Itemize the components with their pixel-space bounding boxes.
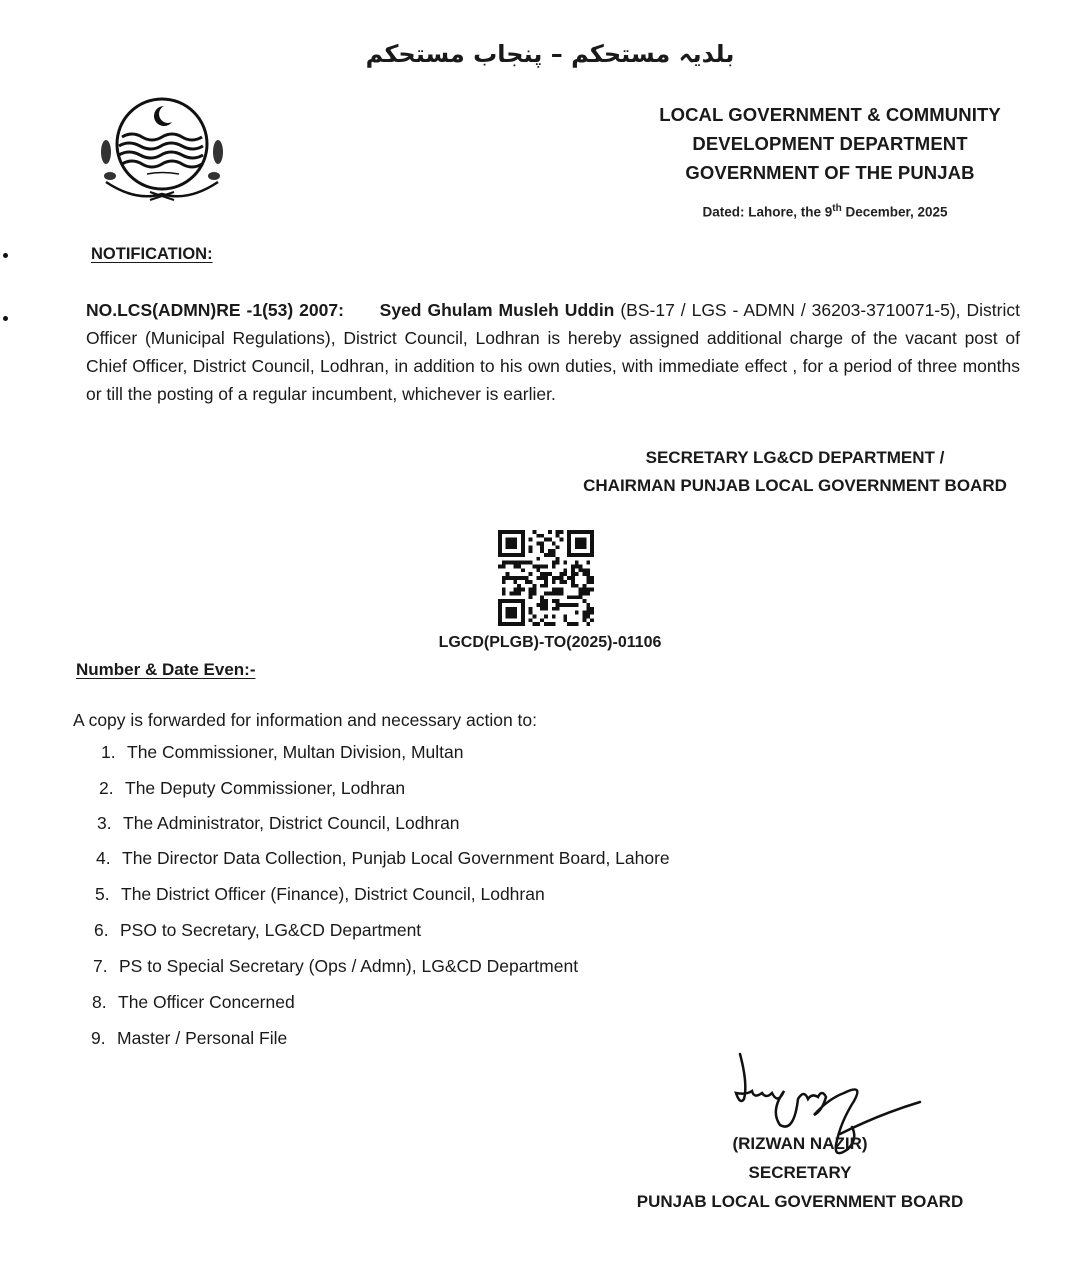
list-item	[99, 778, 405, 799]
list-item	[91, 1028, 287, 1049]
list-number: 8.	[92, 992, 107, 1012]
list-item	[96, 848, 670, 869]
list-text: The District Officer (Finance), District Council, Lodhran	[121, 884, 545, 904]
list-number: 1.	[101, 742, 116, 762]
list-item	[97, 813, 460, 834]
list-text: Master / Personal File	[117, 1028, 288, 1048]
number-date-even-title: Number & Date Even:-	[76, 660, 256, 679]
dated-ordinal: th	[832, 203, 842, 214]
list-item	[94, 920, 421, 941]
forward-intro: A copy is forwarded for information and necessary action to:	[73, 710, 537, 730]
list-item	[93, 956, 578, 977]
list-number: 7.	[93, 956, 108, 976]
authority-block	[560, 444, 1030, 500]
department-line: DEVELOPMENT DEPARTMENT	[692, 133, 968, 154]
notification-text: District Officer (Municipal Regulations), District Council, Lodhran is hereby assigned additional charge of the vacant post of Chief Officer, District Council, Lodhran, in addition to his own duties, with immediate effect , for a period of three months or till the posting of a regular incumbent, whichever is earlier.	[86, 300, 1020, 404]
list-text: The Officer Concerned	[118, 992, 295, 1012]
signatory-block	[600, 1129, 1000, 1216]
notification-body	[86, 296, 1020, 408]
department-line: GOVERNMENT OF THE PUNJAB	[685, 162, 975, 183]
list-number: 6.	[94, 920, 109, 940]
list-text: The Director Data Collection, Punjab Local Government Board, Lahore	[122, 848, 670, 868]
qr-code-icon	[498, 530, 594, 626]
list-text: The Deputy Commissioner, Lodhran	[125, 778, 406, 798]
list-number: 4.	[96, 848, 111, 868]
signatory-organization: PUNJAB LOCAL GOVERNMENT BOARD	[636, 1192, 964, 1211]
authority-line: SECRETARY LG&CD DEPARTMENT /	[645, 448, 945, 467]
dated-prefix: Dated: Lahore, the 9	[702, 204, 833, 220]
authority-line: CHAIRMAN PUNJAB LOCAL GOVERNMENT BOARD	[583, 476, 1007, 495]
dated-rest: December, 2025	[841, 204, 948, 220]
list-item	[92, 992, 295, 1013]
list-number: 3.	[97, 813, 112, 833]
government-of-punjab-emblem-icon	[92, 92, 232, 212]
list-item	[95, 884, 545, 905]
list-item	[101, 742, 464, 763]
reference-code: LGCD(PLGB)-TO(2025)-01106	[438, 634, 662, 651]
list-text: The Administrator, District Council, Lodhran	[123, 813, 460, 833]
urdu-motto: بلدیہ مستحکم – پنجاب مستحکم	[365, 40, 735, 68]
margin-mark	[3, 253, 8, 258]
list-number: 9.	[91, 1028, 106, 1048]
department-heading	[640, 100, 1020, 187]
department-line: LOCAL GOVERNMENT & COMMUNITY	[659, 104, 1001, 125]
list-number: 2.	[99, 778, 114, 798]
signatory-name: (RIZWAN NAZIR)	[732, 1134, 868, 1153]
officer-details: (BS-17 / LGS - ADMN / 36203-3710071-5),	[620, 300, 961, 320]
list-text: PSO to Secretary, LG&CD Department	[120, 920, 422, 940]
notification-title: NOTIFICATION:	[91, 245, 213, 263]
list-text: PS to Special Secretary (Ops / Admn), LG&CD Department	[119, 956, 579, 976]
notification-number: NO.LCS(ADMN)RE -1(53) 2007:	[86, 300, 344, 320]
list-text: The Commissioner, Multan Division, Multan	[127, 742, 464, 762]
officer-name: Syed Ghulam Musleh Uddin	[379, 300, 615, 320]
dated-line	[640, 203, 1010, 220]
list-number: 5.	[95, 884, 110, 904]
signatory-designation: SECRETARY	[748, 1163, 852, 1182]
margin-mark	[3, 316, 8, 321]
